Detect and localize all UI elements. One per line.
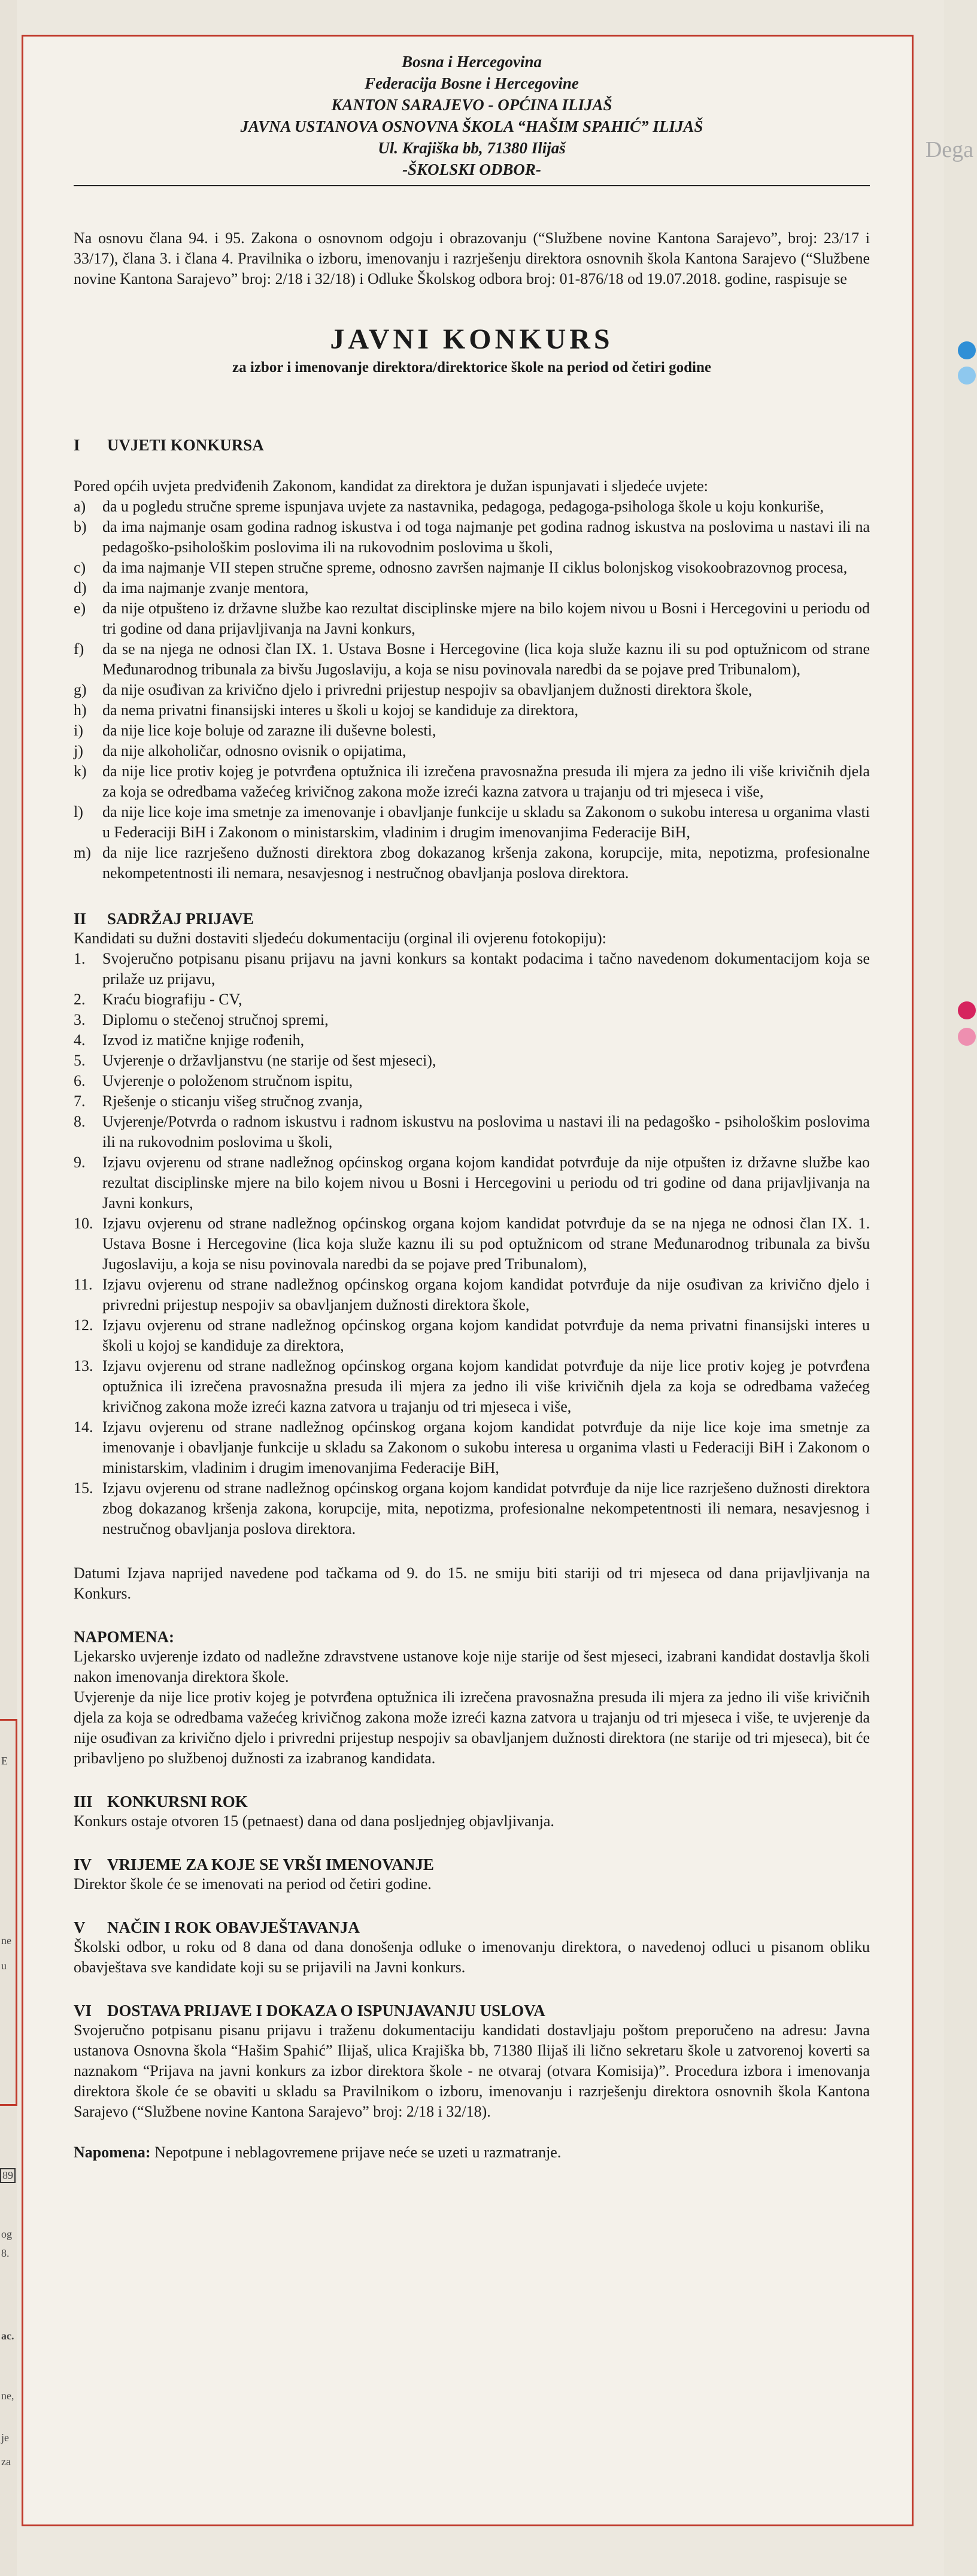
section-lead: Kandidati su dužni dostaviti sljedeću dokumentaciju (orginal ili ovjerenu fotokopiju): <box>74 930 606 947</box>
list-item-text: Izjavu ovjerenu od strane nadležnog općinskog organa kojom kandidat potvrđuje da nije osuđivan za krivično djelo i privredni prijestup nespojiv sa obavljanjem dužnosti direktora škole, <box>102 1276 870 1313</box>
section-heading <box>74 1918 870 1937</box>
section-title: KONKURSNI ROK <box>107 1793 248 1811</box>
list-marker: 5. <box>74 1052 86 1069</box>
section-text: Svojeručno potpisanu pisanu prijavu i traženu dokumentaciju kandidati dostavljaju poštom preporučeno na adresu: Javna ustanova Osnovna škola “Hašim Spahić” Ilijaš, ulica Krajiška bb, 71380 Ilijaš ili lično sekretaru škole u zatvorenoj koverti sa naznakom “Prijava na javni konkurs za izbor direktora škole - ne otvaraj (otvara Komisija)”. Procedura izbora i imenovanja direktora škole će se obaviti u skladu sa Pravilnikom o izboru, imenovanju i razrješenju direktora osnovnih škola Kantona Sarajevo (“Službene novine Kantona Sarajevo” broj: 2/18 i 32/18). <box>74 2021 870 2120</box>
list-item-text: da nije alkoholičar, odnosno ovisnik o opijatima, <box>102 742 406 759</box>
list-marker: 3. <box>74 1011 86 1028</box>
list-item-text: da u pogledu stručne spreme ispunjava uvjete za nastavnika, pedagoga, pedagoga-psihologa škole u koju konkuriše, <box>102 498 824 515</box>
notice-content <box>74 51 870 2163</box>
document-item <box>74 1010 870 1030</box>
section-text: Konkurs ostaje otvoren 15 (petnaest) dana od dana posljednjeg objavljivanja. <box>74 1812 554 1830</box>
document-item <box>74 1478 870 1539</box>
conditions-list <box>74 497 870 883</box>
list-item-text: da nije lice razrješeno dužnosti direktora zbog dokazanog kršenja zakona, korupcije, mita, nepotizma, profesionalne nekompetentnosti ili nemara, nesavjesnog i nestručnog obavljanja poslova direktora. <box>102 844 870 882</box>
list-item-text: da nije lice koje ima smetnje za imenovanje i obavljanje funkcije u skladu sa Zakonom o sukobu interesa u organima vlasti u Federaciji BiH i Zakonom o ministarskim, vladinim i drugim imenovanjima Federacije BiH, <box>102 803 870 841</box>
list-item-text: Izjavu ovjerenu od strane nadležnog općinskog organa kojom kandidat potvrđuje da se na njega ne odnosi član IX. 1. Ustava Bosne i Hercegovine (lica koja služe kaznu ili su pod optužnicom od strane Međunarodnog tribunala za bivšu Jugoslaviju, a koja se nisu povinovala naredbi da se pojave pred Tribunalom), <box>102 1215 870 1273</box>
closing-note <box>74 2142 870 2163</box>
adjacent-fragment: za <box>1 2456 11 2468</box>
list-marker: 2. <box>74 991 86 1008</box>
color-registration-dot <box>958 341 976 359</box>
list-item-text: Izjavu ovjerenu od strane nadležnog općinskog organa kojom kandidat potvrđuje da nema privatni finansijski interes u školi u kojoj se kandiduje za direktora, <box>102 1316 870 1354</box>
document-item <box>74 989 870 1010</box>
page-subtitle: za izbor i imenovanje direktora/direktorice škole na period od četiri godine <box>232 359 711 376</box>
list-item-text: da ima najmanje osam godina radnog iskustva i od toga najmanje pet godina radnog iskustva na poslovima u nastavi ili na pedagoško-psihološkim poslovima ili na rukovodnim poslovima u školi, <box>102 518 870 556</box>
document-item <box>74 1091 870 1112</box>
list-marker: i) <box>74 722 83 739</box>
section-heading <box>74 910 870 928</box>
list-marker: a) <box>74 498 86 515</box>
condition-item <box>74 721 870 741</box>
header-line: Bosna i Hercegovina <box>402 53 542 71</box>
dates-note: Datumi Izjava naprijed navedene pod tačkama od 9. do 15. ne smiju biti stariji od tri mjeseca od dana prijavljivanja na Konkurs. <box>74 1564 870 1602</box>
section-title: NAČIN I ROK OBAVJEŠTAVANJA <box>107 1918 360 1936</box>
list-marker: 8. <box>74 1113 86 1130</box>
adjacent-ad-box <box>0 1719 17 2106</box>
condition-item <box>74 578 870 598</box>
list-item-text: Izjavu ovjerenu od strane nadležnog općinskog organa kojom kandidat potvrđuje da nije lice protiv kojeg je potvrđena optužnica ili izrečena pravosnažna presuda ili mjera za jedno ili više krivičnih djela za koja se odredbama važećeg krivičnog zakona može izreći kazna zatvora u trajanju od tri mjeseca i više, <box>102 1357 870 1415</box>
document-item <box>74 1417 870 1478</box>
section-number: III <box>74 1793 93 1811</box>
list-marker: l) <box>74 803 83 821</box>
adjacent-fragment: je <box>1 2432 9 2444</box>
list-marker: 1. <box>74 950 86 967</box>
section-title: SADRŽAJ PRIJAVE <box>107 910 254 928</box>
section-number: VI <box>74 2002 92 2020</box>
list-marker: 14. <box>74 1418 93 1436</box>
list-marker: 9. <box>74 1154 86 1171</box>
document-item <box>74 1051 870 1071</box>
list-marker: g) <box>74 681 87 698</box>
list-item-text: da se na njega ne odnosi član IX. 1. Ustava Bosne i Hercegovine (lica koja služe kaznu ili su pod optužnicom od strane Međunarodnog tribunala za bivšu Jugoslaviju, a koja se nisu povinovala naredbi da se pojave pred Tribunalom), <box>102 640 870 678</box>
list-item-text: Izvod iz matične knjige rođenih, <box>102 1031 305 1049</box>
section-number: II <box>74 910 87 928</box>
document-item <box>74 1071 870 1091</box>
list-marker: k) <box>74 762 87 780</box>
document-item <box>74 1030 870 1051</box>
adjacent-column-right <box>944 0 977 2576</box>
list-item-text: da nije otpušteno iz državne službe kao rezultat disciplinske mjere na bilo kojem nivou u Bosni i Hercegovini u periodu od tri godine od dana prijavljivanja na Javni konkurs, <box>102 600 870 637</box>
color-registration-dot <box>958 367 976 385</box>
adjacent-fragment: E <box>1 1755 8 1767</box>
condition-item <box>74 497 870 517</box>
list-marker: 6. <box>74 1072 86 1089</box>
note-paragraph: Uvjerenje da nije lice protiv kojeg je potvrđena optužnica ili izrečena pravosnažna presuda ili mjera za jedno ili više krivičnih djela za koja se odredbama važećeg krivičnog zakona može izreći kazna zatvora u trajanju od tri mjeseca i više, te uvjerenje da nije osuđivan za krivično djelo i privredni prijestup nespojiv sa obavljanjem dužnosti direktora (ne starije od tri mjeseca), bit će pribavljeno po službenoj dužnosti za izabranog kandidata. <box>74 1688 870 1767</box>
list-item-text: Diplomu o stečenoj stručnoj spremi, <box>102 1011 329 1028</box>
condition-item <box>74 700 870 721</box>
adjacent-fragment: ac. <box>1 2330 14 2342</box>
list-marker: 4. <box>74 1031 86 1049</box>
condition-item <box>74 598 870 639</box>
list-marker: h) <box>74 701 87 719</box>
list-item-text: Izjavu ovjerenu od strane nadležnog općinskog organa kojom kandidat potvrđuje da nije otpušten iz državne službe kao rezultat disciplinske mjere na bilo kojem nivou u Bosni i Hercegovini u periodu od tri godine od dana prijavljivanja na Javni konkurs, <box>102 1154 870 1212</box>
section-number: IV <box>74 1855 92 1873</box>
adjacent-fragment: 89 <box>0 2168 16 2183</box>
header-line: -ŠKOLSKI ODBOR- <box>402 161 541 178</box>
section-text: Direktor škole će se imenovati na period od četiri godine. <box>74 1875 432 1893</box>
section-heading <box>74 1855 870 1874</box>
condition-item <box>74 802 870 843</box>
section-heading <box>74 2002 870 2020</box>
section-lead: Pored općih uvjeta predviđenih Zakonom, kandidat za direktora je dužan ispunjavati i sljedeće uvjete: <box>74 477 708 495</box>
list-marker: 15. <box>74 1479 93 1497</box>
closing-note-label: Napomena: <box>74 2144 151 2161</box>
adjacent-fragment: og <box>1 2228 12 2240</box>
document-item <box>74 1315 870 1356</box>
list-marker: 11. <box>74 1276 93 1293</box>
header-line: Ul. Krajiška bb, 71380 Ilijaš <box>378 139 566 157</box>
adjacent-fragment: ne <box>1 1935 11 1947</box>
list-item-text: da nije lice koje boluje od zarazne ili duševne bolesti, <box>102 722 436 739</box>
color-registration-dot <box>958 1001 976 1019</box>
issuer-header <box>74 51 870 180</box>
notice-frame <box>22 35 914 2526</box>
note-paragraph: Ljekarsko uvjerenje izdato od nadležne zdravstvene ustanove koje nije starije od šest mjeseci, izabrani kandidat dostavlja školi nakon imenovanja direktora škole. <box>74 1648 870 1685</box>
header-line: JAVNA USTANOVA OSNOVNA ŠKOLA “HAŠIM SPAHIĆ” ILIJAŠ <box>240 117 703 135</box>
list-marker: 10. <box>74 1215 93 1232</box>
adjacent-fragment: 8. <box>1 2247 10 2259</box>
list-marker: 13. <box>74 1357 93 1375</box>
closing-note-text: Nepotpune i neblagovremene prijave neće se uzeti u razmatranje. <box>150 2144 562 2161</box>
section-number: V <box>74 1918 86 1936</box>
documents-list <box>74 949 870 1539</box>
section-title: UVJETI KONKURSA <box>107 436 264 454</box>
condition-item <box>74 558 870 578</box>
document-item <box>74 949 870 989</box>
intro-paragraph: Na osnovu člana 94. i 95. Zakona o osnovnom odgoju i obrazovanju (“Službene novine Kantona Sarajevo”, broj: 23/17 i 33/17), člana 3. i člana 4. Pravilnika o izboru, imenovanju i razrješenju direktora osnovnih škola Kantona Sarajevo (“Službene novine Kantona Sarajevo” broj: 2/18 i 32/18) i Odluke Školskog odbora broj: 01-876/18 od 19.07.2018. godine, raspisuje se <box>74 229 870 287</box>
list-item-text: Izjavu ovjerenu od strane nadležnog općinskog organa kojom kandidat potvrđuje da nije lice razrješeno dužnosti direktora zbog dokazanog kršenja zakona, korupcije, mita, nepotizma, profesionalne nekompetentnosti ili nemara, nesavjesnog i nestručnog obavljanja poslova direktora. <box>102 1479 870 1537</box>
document-item <box>74 1275 870 1315</box>
list-item-text: Uvjerenje o državljanstvu (ne starije od šest mjeseci), <box>102 1052 436 1069</box>
section-text: Školski odbor, u roku od 8 dana od dana donošenja odluke o imenovanju direktora, o navedenoj odluci u pisanom obliku obavještava sve kandidate koji su se prijavili na Javni konkurs. <box>74 1938 870 1976</box>
condition-item <box>74 741 870 761</box>
condition-item <box>74 517 870 558</box>
adjacent-fragment: ne, <box>1 2390 14 2402</box>
color-registration-dot <box>958 1028 976 1046</box>
list-item-text: da nema privatni finansijski interes u školi u kojoj se kandiduje za direktora, <box>102 701 578 719</box>
list-marker: b) <box>74 518 87 535</box>
header-line: Federacija Bosne i Hercegovine <box>365 74 579 92</box>
list-item-text: Rješenje o sticanju višeg stručnog zvanja, <box>102 1092 363 1110</box>
list-item-text: Svojeručno potpisanu pisanu prijavu na javni konkurs sa kontakt podacima i tačno navedenom dokumentacijom koja se prilaže uz prijavu, <box>102 950 870 988</box>
list-item-text: Uvjerenje/Potvrda o radnom iskustvu i radnom iskustvu na poslovima u nastavi ili na pedagoško - psihološkim poslovima ili na rukovodnim poslovima u školi, <box>102 1113 870 1151</box>
section-title: VRIJEME ZA KOJE SE VRŠI IMENOVANJE <box>107 1855 434 1873</box>
list-marker: 12. <box>74 1316 93 1334</box>
list-item-text: Uvjerenje o položenom stručnom ispitu, <box>102 1072 353 1089</box>
list-item-text: da ima najmanje VII stepen stručne spreme, odnosno završen najmanje II ciklus bolonjskog visokoobrazovnog procesa, <box>102 559 848 576</box>
list-marker: f) <box>74 640 84 658</box>
list-marker: e) <box>74 600 86 617</box>
condition-item <box>74 680 870 700</box>
condition-item <box>74 843 870 883</box>
list-item-text: da nije lice protiv kojeg je potvrđena optužnica ili izrečena pravosnažna presuda ili mjera za jedno ili više krivičnih djela za koja se odredbama važećeg krivičnog zakona može izreći kazna zatvora u trajanju od tri mjeseca i više, <box>102 762 870 800</box>
list-marker: 7. <box>74 1092 86 1110</box>
document-item <box>74 1152 870 1213</box>
condition-item <box>74 761 870 802</box>
header-line: KANTON SARAJEVO - OPĆINA ILIJAŠ <box>331 96 612 114</box>
note-heading: NAPOMENA: <box>74 1628 174 1646</box>
list-item-text: da nije osuđivan za krivično djelo i privredni prijestup nespojiv sa obavljanjem dužnosti direktora škole, <box>102 681 753 698</box>
section-number: I <box>74 436 80 454</box>
list-item-text: da ima najmanje zvanje mentora, <box>102 579 309 597</box>
list-marker: j) <box>74 742 83 759</box>
header-divider <box>74 185 870 186</box>
document-item <box>74 1112 870 1152</box>
adjacent-column-left <box>0 0 17 2576</box>
adjacent-fragment: Dega <box>925 137 973 162</box>
adjacent-fragment: u <box>1 1960 7 1972</box>
section-heading <box>74 436 870 455</box>
page-title: JAVNI KONKURS <box>330 323 614 355</box>
section-heading <box>74 1793 870 1811</box>
section-title: DOSTAVA PRIJAVE I DOKAZA O ISPUNJAVANJU USLOVA <box>107 2002 545 2020</box>
document-item <box>74 1213 870 1275</box>
document-item <box>74 1356 870 1417</box>
list-marker: c) <box>74 559 86 576</box>
condition-item <box>74 639 870 680</box>
list-item-text: Izjavu ovjerenu od strane nadležnog općinskog organa kojom kandidat potvrđuje da nije lice koje ima smetnje za imenovanje i obavljanje funkcije u skladu sa Zakonom o sukobu interesa u organima vlasti u Federaciji BiH i Zakonom o ministarskim, vladinim i drugim imenovanjima Federacije BiH, <box>102 1418 870 1476</box>
list-marker: d) <box>74 579 87 597</box>
list-item-text: Kraću biografiju - CV, <box>102 991 242 1008</box>
list-marker: m) <box>74 844 91 861</box>
